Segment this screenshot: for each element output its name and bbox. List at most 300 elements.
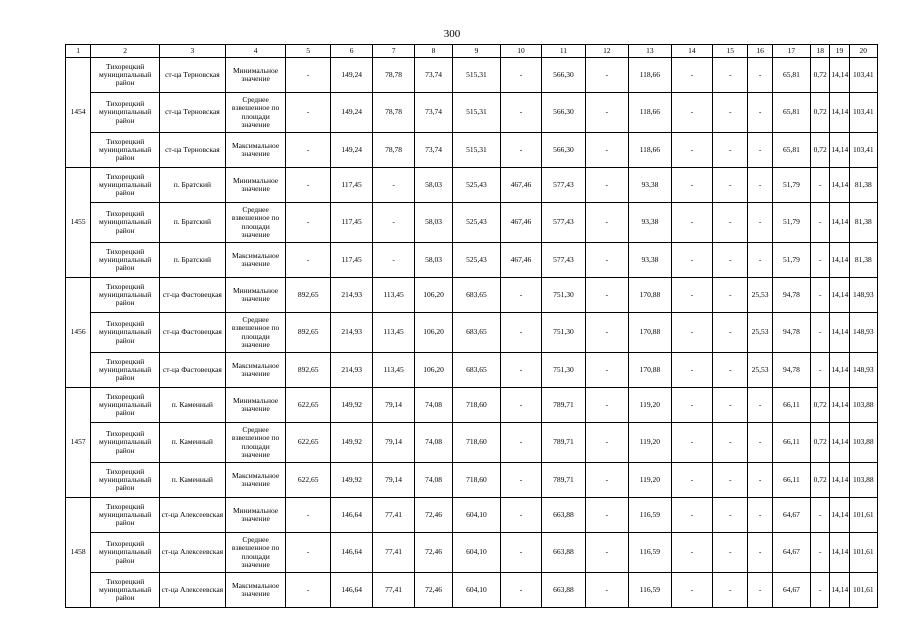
value-cell: 116,59 [629, 533, 671, 573]
value-cell: - [671, 168, 712, 203]
value-cell: 149,92 [330, 388, 372, 423]
value-cell: 14,14 [830, 243, 849, 278]
table-row [66, 313, 878, 353]
value-cell: 0,72 [811, 388, 830, 423]
value-cell: 14,14 [830, 353, 849, 388]
value-cell: 14,14 [830, 463, 849, 498]
value-cell: - [500, 463, 541, 498]
record-id-cell: 1454 [66, 58, 91, 168]
value-cell: 515,31 [453, 58, 501, 93]
value-cell: 146,64 [330, 573, 372, 608]
value-cell: 149,92 [330, 463, 372, 498]
value-cell: - [671, 498, 712, 533]
value-cell: 117,45 [330, 168, 372, 203]
value-cell: 14,14 [830, 93, 849, 133]
data-table [65, 44, 878, 608]
table-row [66, 423, 878, 463]
value-cell: - [500, 423, 541, 463]
value-type-cell: Максимальное значение [225, 133, 286, 168]
value-type-cell: Минимальное значение [225, 388, 286, 423]
value-cell: 119,20 [629, 423, 671, 463]
value-cell: - [713, 573, 748, 608]
value-cell: 515,31 [453, 93, 501, 133]
value-cell: - [811, 278, 830, 313]
value-cell: - [500, 388, 541, 423]
table-row [66, 278, 878, 313]
value-cell: 718,60 [453, 423, 501, 463]
value-type-cell: Минимальное значение [225, 168, 286, 203]
value-cell: 101,61 [849, 533, 877, 573]
district-cell: Тихорецкий муниципальный район [91, 93, 160, 133]
value-cell: 170,88 [629, 278, 671, 313]
value-cell: 77,41 [373, 533, 414, 573]
value-type-cell: Среднее взвешенное по площади значение [225, 533, 286, 573]
value-cell: 106,20 [414, 313, 452, 353]
column-header: 7 [373, 45, 414, 58]
value-cell: 146,64 [330, 498, 372, 533]
settlement-cell: ст-ца Терновская [160, 58, 226, 93]
table-row [66, 463, 878, 498]
value-cell: 64,67 [772, 573, 810, 608]
district-cell: Тихорецкий муниципальный район [91, 353, 160, 388]
value-cell: - [671, 133, 712, 168]
value-type-cell: Среднее взвешенное по площади значение [225, 203, 286, 243]
column-header: 2 [91, 45, 160, 58]
value-cell: - [585, 243, 628, 278]
value-cell: - [585, 133, 628, 168]
settlement-cell: ст-ца Алексеевская [160, 498, 226, 533]
column-header: 1 [66, 45, 91, 58]
value-cell: - [748, 133, 772, 168]
value-cell: 604,10 [453, 573, 501, 608]
settlement-cell: ст-ца Фастовецкая [160, 313, 226, 353]
value-cell: 113,45 [373, 313, 414, 353]
value-cell: 79,14 [373, 463, 414, 498]
column-header: 19 [830, 45, 849, 58]
value-cell: - [585, 353, 628, 388]
value-cell: 74,08 [414, 388, 452, 423]
district-cell: Тихорецкий муниципальный район [91, 498, 160, 533]
value-cell: 25,53 [748, 278, 772, 313]
value-type-cell: Среднее взвешенное по площади значение [225, 313, 286, 353]
value-cell: 14,14 [830, 58, 849, 93]
settlement-cell: ст-ца Терновская [160, 133, 226, 168]
value-cell: - [500, 533, 541, 573]
value-cell: - [811, 313, 830, 353]
value-cell: - [500, 313, 541, 353]
value-cell: 103,41 [849, 93, 877, 133]
settlement-cell: ст-ца Алексеевская [160, 533, 226, 573]
value-cell: 79,14 [373, 423, 414, 463]
value-cell: - [671, 313, 712, 353]
value-cell: - [748, 533, 772, 573]
value-cell: 14,14 [830, 573, 849, 608]
value-cell: - [713, 243, 748, 278]
value-cell: - [811, 498, 830, 533]
value-cell: 577,43 [542, 243, 585, 278]
page-number: 300 [443, 28, 461, 40]
value-cell: 892,65 [286, 278, 330, 313]
value-cell: 622,65 [286, 463, 330, 498]
column-header: 17 [772, 45, 810, 58]
value-cell: - [500, 573, 541, 608]
table-row [66, 388, 878, 423]
value-cell: 604,10 [453, 498, 501, 533]
district-cell: Тихорецкий муниципальный район [91, 58, 160, 93]
value-cell: 14,14 [830, 278, 849, 313]
value-cell: 0,72 [811, 463, 830, 498]
value-cell: - [748, 243, 772, 278]
value-cell: - [671, 203, 712, 243]
settlement-cell: ст-ца Фастовецкая [160, 353, 226, 388]
value-cell: 622,65 [286, 388, 330, 423]
value-cell: - [713, 498, 748, 533]
value-cell: - [500, 498, 541, 533]
value-cell: - [671, 278, 712, 313]
value-cell: - [713, 313, 748, 353]
value-cell: 66,11 [772, 423, 810, 463]
value-cell: 117,45 [330, 203, 372, 243]
value-cell: 72,46 [414, 533, 452, 573]
district-cell: Тихорецкий муниципальный район [91, 533, 160, 573]
value-cell: 118,66 [629, 58, 671, 93]
settlement-cell: ст-ца Терновская [160, 93, 226, 133]
value-cell: - [671, 423, 712, 463]
value-cell: 214,93 [330, 278, 372, 313]
value-cell: 789,71 [542, 423, 585, 463]
value-cell: 73,74 [414, 133, 452, 168]
value-cell: - [286, 498, 330, 533]
value-cell: 93,38 [629, 243, 671, 278]
column-header: 9 [453, 45, 501, 58]
value-cell: 148,93 [849, 313, 877, 353]
value-type-cell: Максимальное значение [225, 353, 286, 388]
table-row [66, 58, 878, 93]
value-type-cell: Минимальное значение [225, 498, 286, 533]
value-cell: 74,08 [414, 463, 452, 498]
district-cell: Тихорецкий муниципальный район [91, 388, 160, 423]
value-cell: - [811, 573, 830, 608]
value-cell: - [713, 278, 748, 313]
value-cell: 467,46 [500, 168, 541, 203]
value-cell: 58,03 [414, 203, 452, 243]
value-cell: 566,30 [542, 133, 585, 168]
value-cell: - [286, 93, 330, 133]
table-row [66, 533, 878, 573]
column-header: 20 [849, 45, 877, 58]
value-cell: 663,88 [542, 533, 585, 573]
value-cell: 149,92 [330, 423, 372, 463]
value-cell: 94,78 [772, 353, 810, 388]
district-cell: Тихорецкий муниципальный район [91, 168, 160, 203]
value-cell: 566,30 [542, 58, 585, 93]
column-header: 11 [542, 45, 585, 58]
value-cell: - [671, 58, 712, 93]
value-cell: 148,93 [849, 278, 877, 313]
value-cell: - [748, 423, 772, 463]
value-cell: - [748, 203, 772, 243]
value-cell: 113,45 [373, 353, 414, 388]
value-cell: 892,65 [286, 353, 330, 388]
value-cell: - [585, 463, 628, 498]
value-cell: 101,61 [849, 573, 877, 608]
value-cell: - [373, 243, 414, 278]
value-type-cell: Минимальное значение [225, 58, 286, 93]
value-cell: - [811, 243, 830, 278]
value-cell: - [585, 498, 628, 533]
value-cell: 103,88 [849, 463, 877, 498]
value-cell: 604,10 [453, 533, 501, 573]
value-cell: 525,43 [453, 203, 501, 243]
value-cell: 78,78 [373, 133, 414, 168]
value-cell: 683,65 [453, 313, 501, 353]
column-header: 10 [500, 45, 541, 58]
value-cell: 214,93 [330, 353, 372, 388]
value-cell: 93,38 [629, 203, 671, 243]
value-cell: 14,14 [830, 168, 849, 203]
value-cell: - [811, 168, 830, 203]
value-cell: - [671, 388, 712, 423]
value-cell: 64,67 [772, 498, 810, 533]
value-cell: 65,81 [772, 93, 810, 133]
value-cell: 66,11 [772, 463, 810, 498]
value-cell: 113,45 [373, 278, 414, 313]
value-cell: - [713, 353, 748, 388]
value-cell: 525,43 [453, 243, 501, 278]
value-cell: 14,14 [830, 133, 849, 168]
value-cell: - [286, 133, 330, 168]
value-cell: 149,24 [330, 58, 372, 93]
value-cell: 170,88 [629, 353, 671, 388]
value-cell: 467,46 [500, 203, 541, 243]
table-row [66, 243, 878, 278]
value-cell: - [748, 573, 772, 608]
value-cell: - [671, 353, 712, 388]
value-cell: - [671, 243, 712, 278]
value-cell: - [713, 423, 748, 463]
value-cell: 64,67 [772, 533, 810, 573]
header-row [66, 45, 878, 58]
value-cell: 14,14 [830, 313, 849, 353]
value-cell: - [671, 573, 712, 608]
value-cell: 74,08 [414, 423, 452, 463]
value-cell: 566,30 [542, 93, 585, 133]
record-id-cell: 1456 [66, 278, 91, 388]
value-cell: - [585, 388, 628, 423]
value-cell: - [748, 498, 772, 533]
value-cell: 51,79 [772, 203, 810, 243]
column-header: 8 [414, 45, 452, 58]
value-cell: 149,24 [330, 93, 372, 133]
value-cell: 101,61 [849, 498, 877, 533]
value-cell: 103,41 [849, 133, 877, 168]
table-row [66, 93, 878, 133]
table-row [66, 573, 878, 608]
value-cell: - [286, 573, 330, 608]
record-id-cell: 1457 [66, 388, 91, 498]
value-cell: 148,93 [849, 353, 877, 388]
value-cell: 58,03 [414, 168, 452, 203]
value-cell: 14,14 [830, 203, 849, 243]
value-cell: - [585, 203, 628, 243]
value-cell: 93,38 [629, 168, 671, 203]
settlement-cell: п. Каменный [160, 388, 226, 423]
value-cell: - [373, 168, 414, 203]
settlement-cell: п. Каменный [160, 423, 226, 463]
value-cell: - [671, 533, 712, 573]
value-cell: 515,31 [453, 133, 501, 168]
value-cell: 103,88 [849, 388, 877, 423]
value-cell: 73,74 [414, 58, 452, 93]
value-cell: 51,79 [772, 168, 810, 203]
value-cell: - [500, 133, 541, 168]
value-cell: 94,78 [772, 278, 810, 313]
value-cell: - [286, 243, 330, 278]
value-cell: 118,66 [629, 93, 671, 133]
value-cell: 577,43 [542, 203, 585, 243]
value-cell: - [585, 533, 628, 573]
value-cell: - [713, 388, 748, 423]
value-cell: - [713, 168, 748, 203]
district-cell: Тихорецкий муниципальный район [91, 278, 160, 313]
value-cell: 78,78 [373, 93, 414, 133]
value-cell: 149,24 [330, 133, 372, 168]
settlement-cell: ст-ца Алексеевская [160, 573, 226, 608]
column-header: 16 [748, 45, 772, 58]
value-cell: 14,14 [830, 533, 849, 573]
value-type-cell: Максимальное значение [225, 463, 286, 498]
value-cell: - [713, 203, 748, 243]
record-id-cell: 1458 [66, 498, 91, 608]
value-cell: - [286, 533, 330, 573]
value-cell: - [748, 168, 772, 203]
record-id-cell: 1455 [66, 168, 91, 278]
value-cell: 751,30 [542, 313, 585, 353]
value-cell: 0,72 [811, 423, 830, 463]
value-cell: 892,65 [286, 313, 330, 353]
value-cell: - [500, 353, 541, 388]
value-cell: - [373, 203, 414, 243]
district-cell: Тихорецкий муниципальный район [91, 423, 160, 463]
value-cell: 622,65 [286, 423, 330, 463]
settlement-cell: п. Братский [160, 168, 226, 203]
district-cell: Тихорецкий муниципальный район [91, 463, 160, 498]
value-cell: - [748, 58, 772, 93]
value-type-cell: Минимальное значение [225, 278, 286, 313]
value-cell: 214,93 [330, 313, 372, 353]
value-cell: - [713, 533, 748, 573]
value-cell: 525,43 [453, 168, 501, 203]
value-cell: 79,14 [373, 388, 414, 423]
table-row [66, 353, 878, 388]
district-cell: Тихорецкий муниципальный район [91, 133, 160, 168]
value-cell: 119,20 [629, 388, 671, 423]
value-cell: 789,71 [542, 388, 585, 423]
table-row [66, 133, 878, 168]
district-cell: Тихорецкий муниципальный район [91, 573, 160, 608]
value-cell: - [500, 93, 541, 133]
value-cell: 0,72 [811, 58, 830, 93]
value-cell: 81,38 [849, 168, 877, 203]
value-cell: 467,46 [500, 243, 541, 278]
value-cell: 751,30 [542, 278, 585, 313]
value-cell: - [748, 388, 772, 423]
value-cell: 117,45 [330, 243, 372, 278]
value-cell: 72,46 [414, 498, 452, 533]
value-cell: - [585, 278, 628, 313]
value-cell: - [585, 58, 628, 93]
value-cell: - [671, 93, 712, 133]
value-cell: 170,88 [629, 313, 671, 353]
column-header: 13 [629, 45, 671, 58]
value-cell: 106,20 [414, 353, 452, 388]
district-cell: Тихорецкий муниципальный район [91, 243, 160, 278]
column-header: 15 [713, 45, 748, 58]
value-cell: 65,81 [772, 58, 810, 93]
value-cell: - [748, 93, 772, 133]
value-cell: 51,79 [772, 243, 810, 278]
table-row [66, 203, 878, 243]
value-cell: 751,30 [542, 353, 585, 388]
value-cell: - [713, 58, 748, 93]
value-cell: 66,11 [772, 388, 810, 423]
value-cell: 25,53 [748, 353, 772, 388]
settlement-cell: п. Каменный [160, 463, 226, 498]
value-cell: 103,88 [849, 423, 877, 463]
value-cell: - [811, 203, 830, 243]
value-cell: 683,65 [453, 353, 501, 388]
value-cell: 683,65 [453, 278, 501, 313]
value-cell: - [286, 168, 330, 203]
value-cell: - [500, 278, 541, 313]
value-cell: - [500, 58, 541, 93]
column-header: 3 [160, 45, 226, 58]
value-cell: 0,72 [811, 93, 830, 133]
district-cell: Тихорецкий муниципальный район [91, 313, 160, 353]
value-cell: - [585, 423, 628, 463]
table-row [66, 498, 878, 533]
value-cell: 94,78 [772, 313, 810, 353]
settlement-cell: п. Братский [160, 203, 226, 243]
settlement-cell: п. Братский [160, 243, 226, 278]
value-cell: 663,88 [542, 573, 585, 608]
value-cell: - [811, 353, 830, 388]
value-cell: 77,41 [373, 498, 414, 533]
value-cell: 81,38 [849, 203, 877, 243]
value-type-cell: Максимальное значение [225, 573, 286, 608]
value-cell: 14,14 [830, 388, 849, 423]
value-cell: 0,72 [811, 133, 830, 168]
district-cell: Тихорецкий муниципальный район [91, 203, 160, 243]
value-type-cell: Среднее взвешенное по площади значение [225, 93, 286, 133]
value-cell: - [286, 203, 330, 243]
value-cell: 103,41 [849, 58, 877, 93]
column-header: 12 [585, 45, 628, 58]
column-header: 14 [671, 45, 712, 58]
value-cell: 77,41 [373, 573, 414, 608]
value-cell: - [748, 463, 772, 498]
value-cell: 14,14 [830, 423, 849, 463]
value-cell: 116,59 [629, 498, 671, 533]
value-cell: 58,03 [414, 243, 452, 278]
value-cell: - [713, 463, 748, 498]
value-cell: 577,43 [542, 168, 585, 203]
value-cell: 718,60 [453, 388, 501, 423]
value-cell: 14,14 [830, 498, 849, 533]
value-cell: - [671, 463, 712, 498]
value-cell: 663,88 [542, 498, 585, 533]
value-cell: 81,38 [849, 243, 877, 278]
